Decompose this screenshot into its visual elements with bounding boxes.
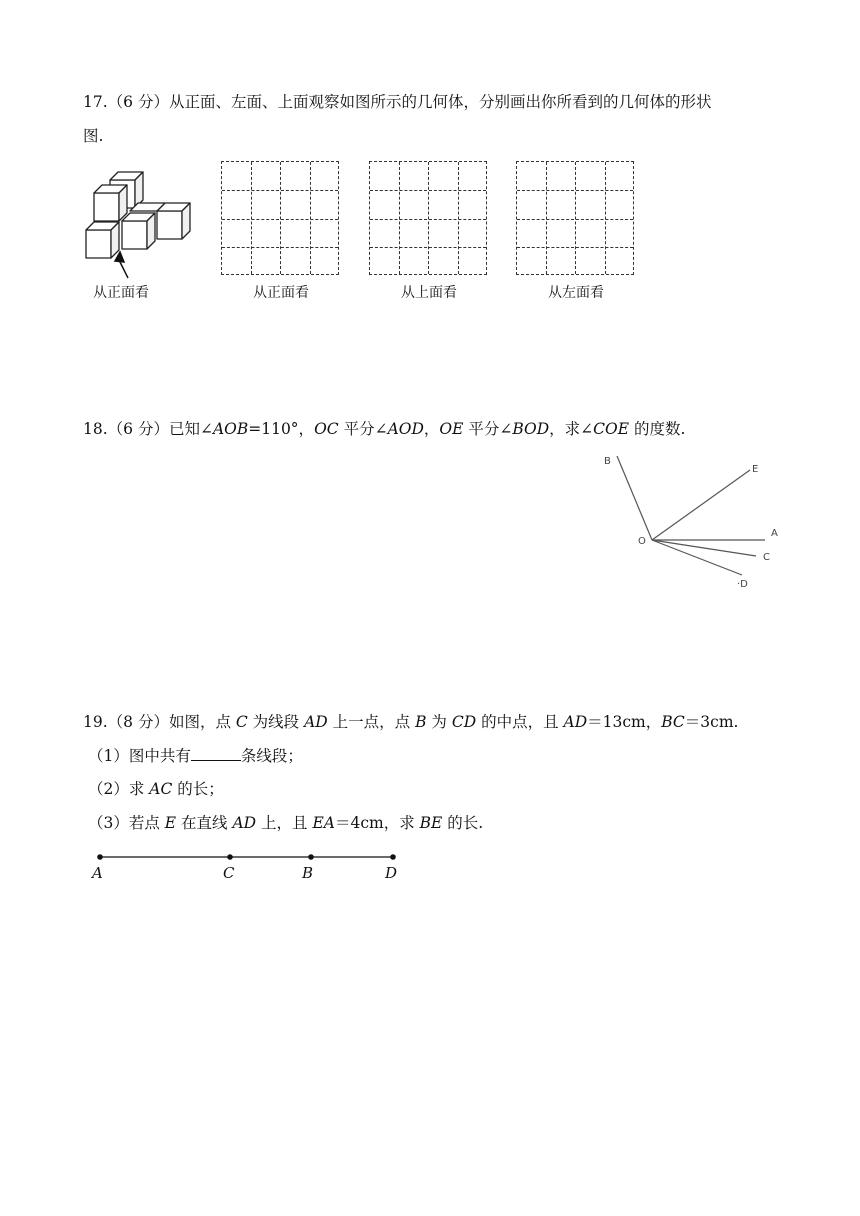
point-label-b: B (604, 456, 611, 467)
point-label-o: O (638, 536, 646, 547)
point-a-dot (97, 854, 103, 860)
top-view-caption: 从上面看 (401, 285, 457, 301)
left-view-grid[interactable] (516, 161, 634, 275)
arrow-icon (115, 252, 128, 278)
segment-label-b: B (302, 864, 314, 882)
answer-blank[interactable] (191, 746, 241, 761)
cube-solid-figure (80, 168, 205, 280)
point-d-dot (390, 854, 396, 860)
q17-text-line1: 17.（6 分）从正面、左面、上面观察如图所示的几何体，分别画出你所看到的几何体的形状 (83, 93, 712, 111)
solid-caption: 从正面看 (93, 285, 149, 301)
point-label-a: A (771, 528, 778, 539)
point-label-d: ·D (737, 579, 748, 590)
point-b-dot (308, 854, 314, 860)
top-view-grid[interactable] (369, 161, 487, 275)
point-label-c: C (763, 552, 770, 563)
q19-sub2: （2）求 AC 的长； (88, 780, 224, 798)
point-label-e: E (752, 464, 759, 475)
point-c-dot (227, 854, 233, 860)
segment-label-a: A (92, 864, 103, 882)
q17-text-line2: 图. (83, 127, 104, 145)
angle-figure (590, 448, 790, 598)
segment-figure (90, 850, 410, 866)
segment-label-c: C (223, 864, 235, 882)
segment-label-d: D (385, 864, 398, 882)
front-view-grid[interactable] (221, 161, 339, 275)
q19-sub3: （3）若点 E 在直线 AD 上，且 EA＝4cm，求 BE 的长. (88, 814, 484, 832)
q19-sub1: （1）图中共有 条线段； (88, 747, 303, 765)
q19-text: 19.（8 分）如图，点 C 为线段 AD 上一点，点 B 为 CD 的中点，且 AD＝13cm，BC＝3cm. (83, 713, 739, 731)
q18-text: 18.（6 分）已知∠AOB=110°，OC 平分∠AOD，OE 平分∠BOD，求∠COE 的度数. (83, 420, 686, 438)
left-view-caption: 从左面看 (548, 285, 604, 301)
front-view-caption: 从正面看 (253, 285, 309, 301)
